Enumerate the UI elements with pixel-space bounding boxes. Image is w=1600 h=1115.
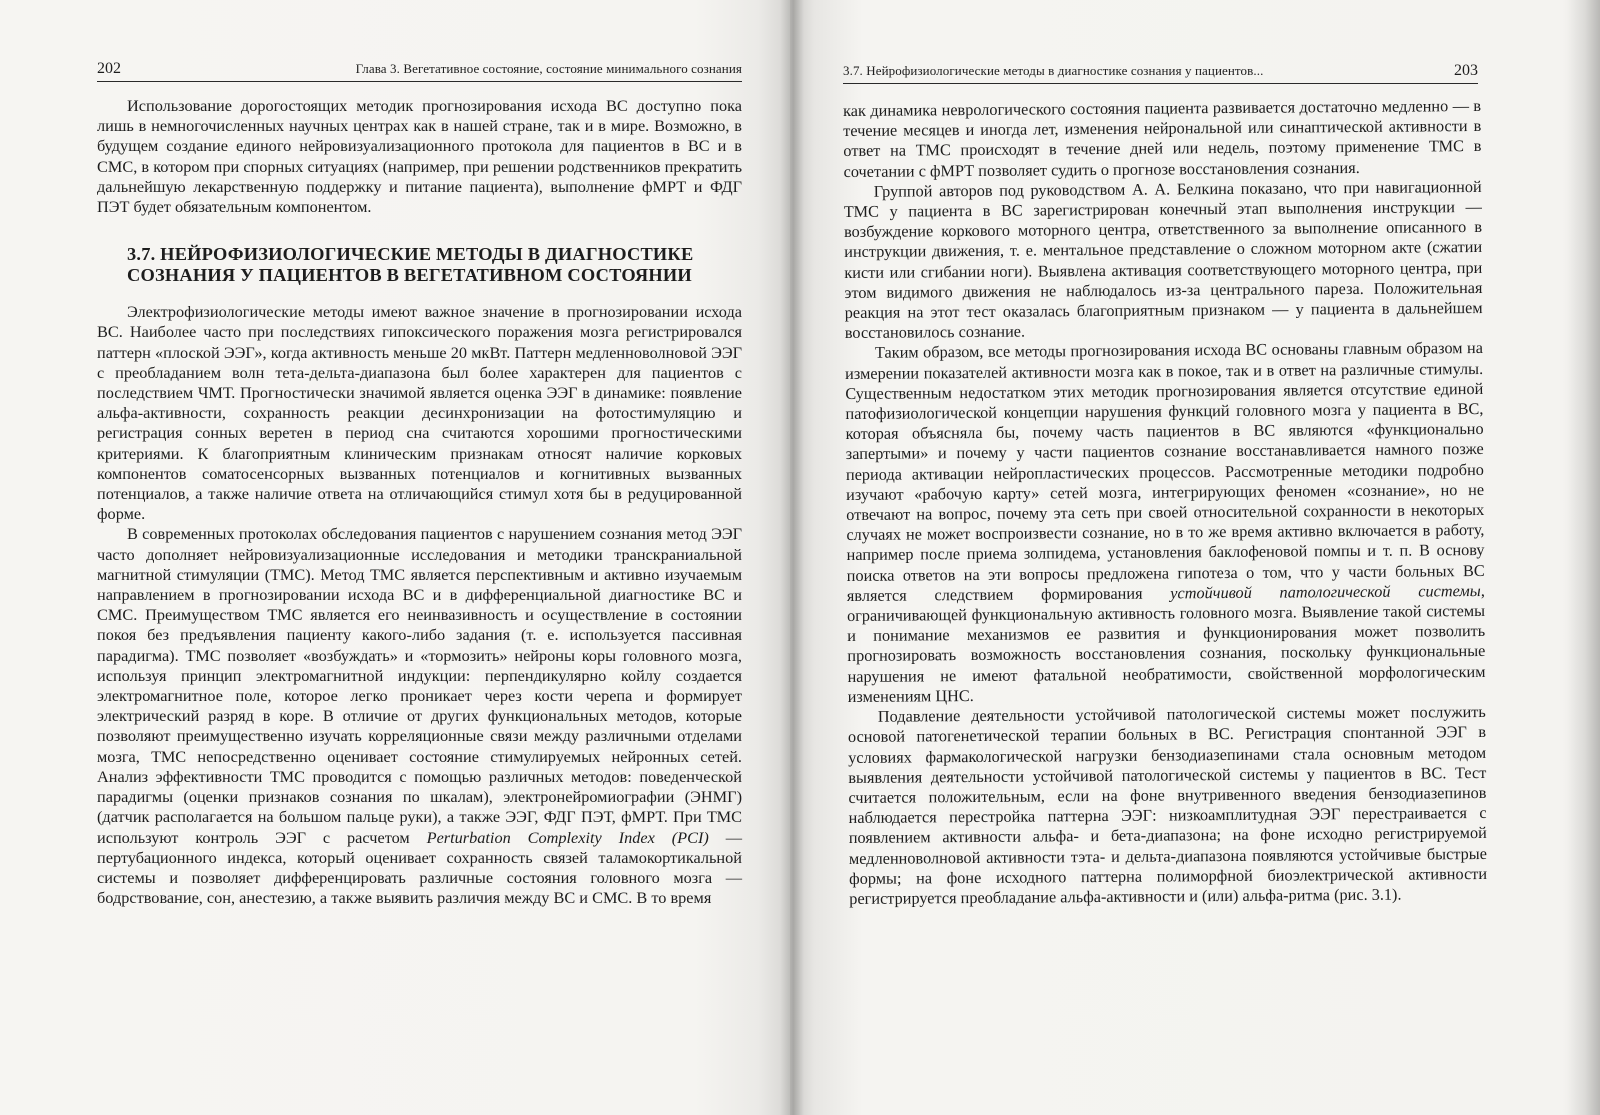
right-page-header — [843, 62, 1478, 84]
paragraph-suppression: Подавление деятельности устойчивой патологической системы может послужить основой патогенетической терапии больных в ВС. Регистрация спонтанной ЭЭГ в условиях фармакологической нагрузки бензодиазепинами стала основным методом выявления деятельности устойчивой патологической системы у пациентов в ВС. Тест считается положительным, если на фоне внутривенного введения бензодиазепинов наблюдается перестройка паттерна ЭЭГ: низкоамплитудная ЭЭГ перестраивается с появлением активности альфа- и бета-диапазона; на фоне исходно регистрируемой медленноволновой активности тэта- и дельта-диапазона появляются устойчивые быстрые формы; на фоне исходного паттерна полиморфной биоэлектрической активности регистрируется преобладание альфа-активности и (или) альфа-ритма (рис. 3.1). — [847, 702, 1488, 908]
paragraph-continuation: как динамика неврологического состояния пациента развивается достаточно медленно — в течение месяцев и иногда лет, изменения нейрональной или синаптической активности в ответ на ТМС происходят в течение дней или недель, поэтому применение ТМС в сочетании с фМРТ позволяет судить о прогнозе восстановления сознания. — [843, 95, 1482, 181]
left-page-body — [97, 96, 742, 908]
paragraph-electrophysiology: Электрофизиологические методы имеют важное значение в прогнозировании исхода ВС. Наиболее часто при последствиях гипоксического поражения мозга регистрировался паттерн «плоской ЭЭГ», когда активность меньше 20 мкВт. Паттерн медленноволновой ЭЭГ с преобладанием волн тета-дельта-диапазона был более характерен для пациентов с последствием ЧМТ. Прогностически значимой является оценка ЭЭГ в динамике: появление альфа-активности, сохранность реакции десинхронизации на фотостимуляцию и регистрация сонных веретен в период сна считаются хорошими прогностическими критериями. К благоприятным клиническим признакам относят наличие корковых компонентов соматосенсорных вызванных потенциалов и когнитивных вызванных потенциалов, а также наличие ответа на отличающийся стимул хотя бы в редуцированной форме. — [97, 302, 742, 524]
paragraph-belkin: Группой авторов под руководством А. А. Белкина показано, что при навигационной ТМС у пациента в ВС зарегистрирован конечный этап выполнения инструкции — возбуждение коркового моторного центра, ответственного за выполнение описанного в инструкции движения, т. е. ментальное представление о сложном моторном акте (сжатии кисти или сгибании ноги). Выявлена активация соответствующего моторного центра, при этом видимого движения не наблюдалось из-за центрального пареза. Положительная реакция на этот тест оказалась благоприятным признаком — у пациента в дальнейшем восстановилось сознание. — [843, 176, 1483, 343]
right-running-head: 3.7. Нейрофизиологические методы в диагностике сознания у пациентов... — [843, 63, 1264, 78]
paragraph-tms — [97, 524, 742, 908]
tms-text-start: В современных протоколах обследования пациентов с нарушением сознания метод ЭЭГ часто дополняет нейровизуализационные исследования и методики транскраниальной магнитной стимуляции (ТМС). Метод ТМС является перспективным и активно изучаемым направлением в прогнозировании исхода ВС и в дифференциальной диагностике ВС и СМС. Преимуществом ТМС является его неинвазивность и осуществление в состоянии покоя без предъявления пациенту какого-либо задания (т. е. используется пассивная парадигма). ТМС позволяет «возбуждать» и «тормозить» нейроны коры головного мозга, используя принцип электромагнитной индукции: перпендикулярно койлу создается электромагнитное поле, которое легко проникает через кости черепа и формирует электрический разряд в коре. В отличие от других функциональных методов, которые позволяют преимущественно изучать корреляционные связи между различными отделами мозга, ТМС непосредственно оценивает состояние стимулируемых нейронных сетей. Анализ эффективности ТМС проводится с помощью различных методов: поведенческой парадигмы (оценки признаков сознания по шкалам), электронейромиографии (ЭНМГ) (датчик располагается на большом пальце руки), а также ЭЭГ, ФДГ ПЭТ, фМРТ. При ТМС используют контроль ЭЭГ с расчетом — [97, 524, 742, 847]
summary-text-start: Таким образом, все методы прогнозирования исхода ВС основаны главным образом на измерении показателей активности мозга как в покое, так и в ответ на различные стимулы. Существенным недостатком этих методик прогнозирования является отсутствие единой патофизиологической концепции нарушения функций головного мозга у пациента в ВС, которая объясняла бы, почему часть пациентов в ВС являются «функционально запертыми» и почему у части пациентов сознание восстанавливается намного позже периода активации нейропластических процессов. Рассмотренные методики подробно изучают «рабочую карту» сетей мозга, интегрирующих феномен «сознание», но не отвечают на вопрос, почему эта сеть при своей относительной сохранности в некоторых случаях не может воспроизвести сознание, но в то же время активно включается в работу, например после приема золпидема, установления баклофеновой помпы и т. п. В основу поиска ответов на эти вопросы предложена гипотеза о том, что у части больных ВС является следствием формирования — [845, 338, 1485, 605]
section-title-line-1: 3.7. НЕЙРОФИЗИОЛОГИЧЕСКИЕ МЕТОДЫ В ДИАГНОСТИКЕ — [127, 244, 694, 265]
left-running-head: Глава 3. Вегетативное состояние, состояние минимального сознания — [355, 61, 742, 76]
paragraph-expensive-methods: Использование дорогостоящих методик прогнозирования исхода ВС доступно пока лишь в немногочисленных научных центрах как в нашей стране, так и в мире. Возможно, в будущем создание единого нейровизуализационного протокола для пациентов в ВС и в СМС, в котором при спорных ситуациях (например, при решении родственников прекратить дальнейшую лекарственную поддержку и питание пациента), выполнение фМРТ и ФДГ ПЭТ будет обязательным компонентом. — [97, 96, 742, 217]
tms-text-end: — пертубационного индекса, который оценивает сохранность связей таламокортикальной системы и позволяет дифференцировать различные состояния головного мозга — бодрствование, сон, анестезию, а также выявить различия между ВС и СМС. В то время — [97, 827, 742, 908]
section-title — [127, 244, 742, 286]
right-page — [790, 0, 1600, 1115]
left-page-number: 202 — [97, 60, 121, 77]
section-title-line-2: СОЗНАНИЯ У ПАЦИЕНТОВ В ВЕГЕТАТИВНОМ СОСТОЯНИИ — [127, 265, 692, 286]
page-edge-shadow — [1562, 0, 1600, 1115]
paragraph-summary — [845, 338, 1486, 707]
gutter-shadow — [780, 0, 804, 1115]
right-page-number: 203 — [1454, 62, 1478, 79]
left-page — [0, 0, 790, 1115]
pci-term: Perturbation Complexity Index (PCI) — [426, 827, 709, 847]
stable-system-term: устойчивой патологической системы — [1170, 580, 1481, 603]
right-page-body — [843, 96, 1487, 909]
left-page-header — [97, 60, 742, 82]
summary-text-end: , ограничивающей функциональную активность головного мозга. Выявление такой системы и понимание механизмов ее развития и функционирования может позволить прогнозировать возможность восстановления сознания, поскольку функциональные нарушения не имеют фатальной необратимости, свойственной морфологическим изменениям ЦНС. — [846, 580, 1486, 706]
